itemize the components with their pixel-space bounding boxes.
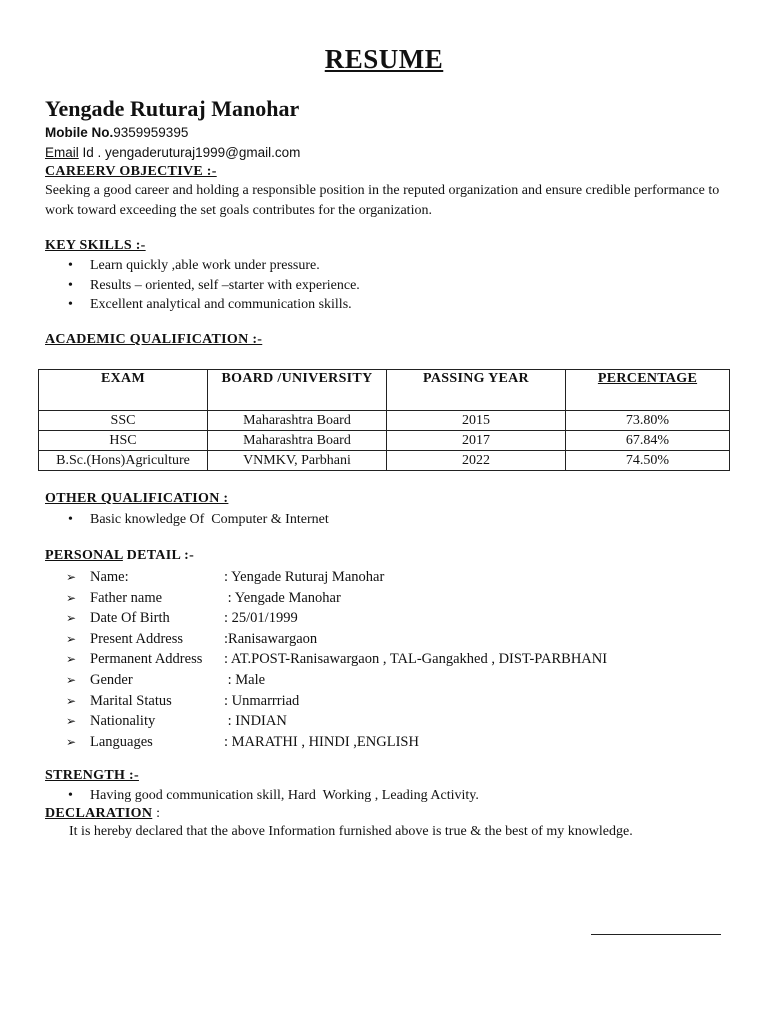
key-skills-heading: KEY SKILLS :-	[45, 238, 146, 253]
career-objective-text: Seeking a good career and holding a responsible position in the reputed organization and ensure credible performance to work toward exceeding the set goals contributes for the organization.	[45, 183, 720, 218]
email-label: Email	[45, 145, 79, 160]
detail-value: : INDIAN	[224, 713, 287, 730]
personal-detail-heading	[45, 548, 194, 564]
detail-label: Nationality	[90, 713, 156, 730]
email-label-suffix: Id .	[78, 145, 106, 160]
strength-list	[66, 786, 479, 806]
detail-value: : AT.POST-Ranisawargaon , TAL-Gangakhed , DIST-PARBHANI	[224, 651, 608, 668]
academic-table	[38, 369, 730, 471]
arrow-bullet-icon: ➢	[66, 631, 77, 646]
other-qualification-heading: OTHER QUALIFICATION :	[45, 491, 229, 506]
detail-label: Permanent Address	[90, 651, 203, 668]
declaration-heading-suffix: :	[152, 806, 161, 821]
column-header-exam: EXAM	[39, 370, 208, 411]
key-skills-list	[66, 256, 360, 315]
document-title: RESUME	[324, 44, 444, 74]
detail-value: : Yengade Manohar	[224, 589, 341, 606]
table-cell: HSC	[39, 431, 208, 451]
table-cell: 73.80%	[566, 411, 730, 431]
arrow-bullet-icon: ➢	[66, 652, 77, 667]
personal-heading-underlined: PERSONAL	[45, 548, 123, 563]
list-item: • Results – oriented, self –starter with experience.	[66, 276, 360, 296]
table-row	[39, 411, 730, 431]
mobile-line	[45, 125, 188, 140]
detail-value: : Unmarrriad	[224, 692, 300, 709]
email-line	[45, 145, 300, 160]
email-value: yengaderuturaj1999@gmail.com	[105, 145, 301, 160]
detail-value: : MARATHI , HINDI ,ENGLISH	[224, 733, 419, 750]
career-objective-heading: CAREERV OBJECTIVE :-	[45, 164, 217, 179]
detail-value: : 25/01/1999	[224, 610, 298, 627]
column-header-percentage: PERCENTAGE	[566, 370, 730, 411]
detail-value: : Yengade Ruturaj Manohar	[224, 569, 385, 585]
table-cell: 2015	[387, 411, 566, 431]
table-cell: VNMKV, Parbhani	[208, 451, 387, 471]
detail-label: Name:	[90, 569, 129, 585]
detail-label: Gender	[90, 671, 133, 688]
signature-line	[591, 934, 721, 935]
academic-qualification-heading: ACADEMIC QUALIFICATION :-	[45, 332, 263, 347]
column-header-passing-year: PASSING YEAR	[387, 370, 566, 411]
detail-label: Marital Status	[90, 692, 172, 709]
table-row	[39, 451, 730, 471]
table-cell: 2017	[387, 431, 566, 451]
table-cell: 74.50%	[566, 451, 730, 471]
column-header-board: BOARD /UNIVERSITY	[208, 370, 387, 411]
table-cell: Maharashtra Board	[208, 411, 387, 431]
arrow-bullet-icon: ➢	[66, 611, 77, 626]
table-cell: SSC	[39, 411, 208, 431]
table-header-row	[39, 370, 730, 411]
arrow-bullet-icon: ➢	[66, 693, 77, 708]
arrow-bullet-icon: ➢	[66, 590, 77, 605]
arrow-bullet-icon: ➢	[66, 714, 77, 729]
list-item: • Learn quickly ,able work under pressure.	[66, 256, 360, 276]
personal-heading-rest: DETAIL :-	[122, 548, 195, 563]
table-cell: 2022	[387, 451, 566, 471]
mobile-value: 9359959395	[113, 125, 189, 140]
list-item: • Having good communication skill, Hard Working , Leading Activity.	[66, 786, 479, 806]
other-qualification-list	[66, 510, 329, 530]
detail-label: Present Address	[90, 630, 184, 647]
declaration-heading-label: DECLARATION	[45, 806, 153, 821]
list-item: • Basic knowledge Of Computer & Internet	[66, 510, 329, 530]
mobile-label: Mobile No.	[45, 125, 114, 140]
list-item: • Excellent analytical and communication skills.	[66, 295, 360, 315]
detail-value: : Male	[224, 671, 266, 688]
table-cell: Maharashtra Board	[208, 431, 387, 451]
table-cell: 67.84%	[566, 431, 730, 451]
detail-value: :Ranisawargaon	[224, 630, 318, 647]
strength-heading: STRENGTH :-	[45, 768, 139, 783]
table-row	[39, 431, 730, 451]
detail-label: Date Of Birth	[90, 610, 170, 627]
arrow-bullet-icon: ➢	[66, 570, 77, 584]
declaration-heading	[45, 806, 160, 822]
declaration-text: It is hereby declared that the above Information furnished above is true & the best of my knowledge.	[69, 824, 633, 839]
table-cell: B.Sc.(Hons)Agriculture	[39, 451, 208, 471]
detail-label: Father name	[90, 589, 163, 606]
arrow-bullet-icon: ➢	[66, 672, 77, 687]
detail-label: Languages	[90, 733, 153, 750]
arrow-bullet-icon: ➢	[66, 734, 77, 749]
candidate-name: Yengade Ruturaj Manohar	[45, 96, 300, 121]
